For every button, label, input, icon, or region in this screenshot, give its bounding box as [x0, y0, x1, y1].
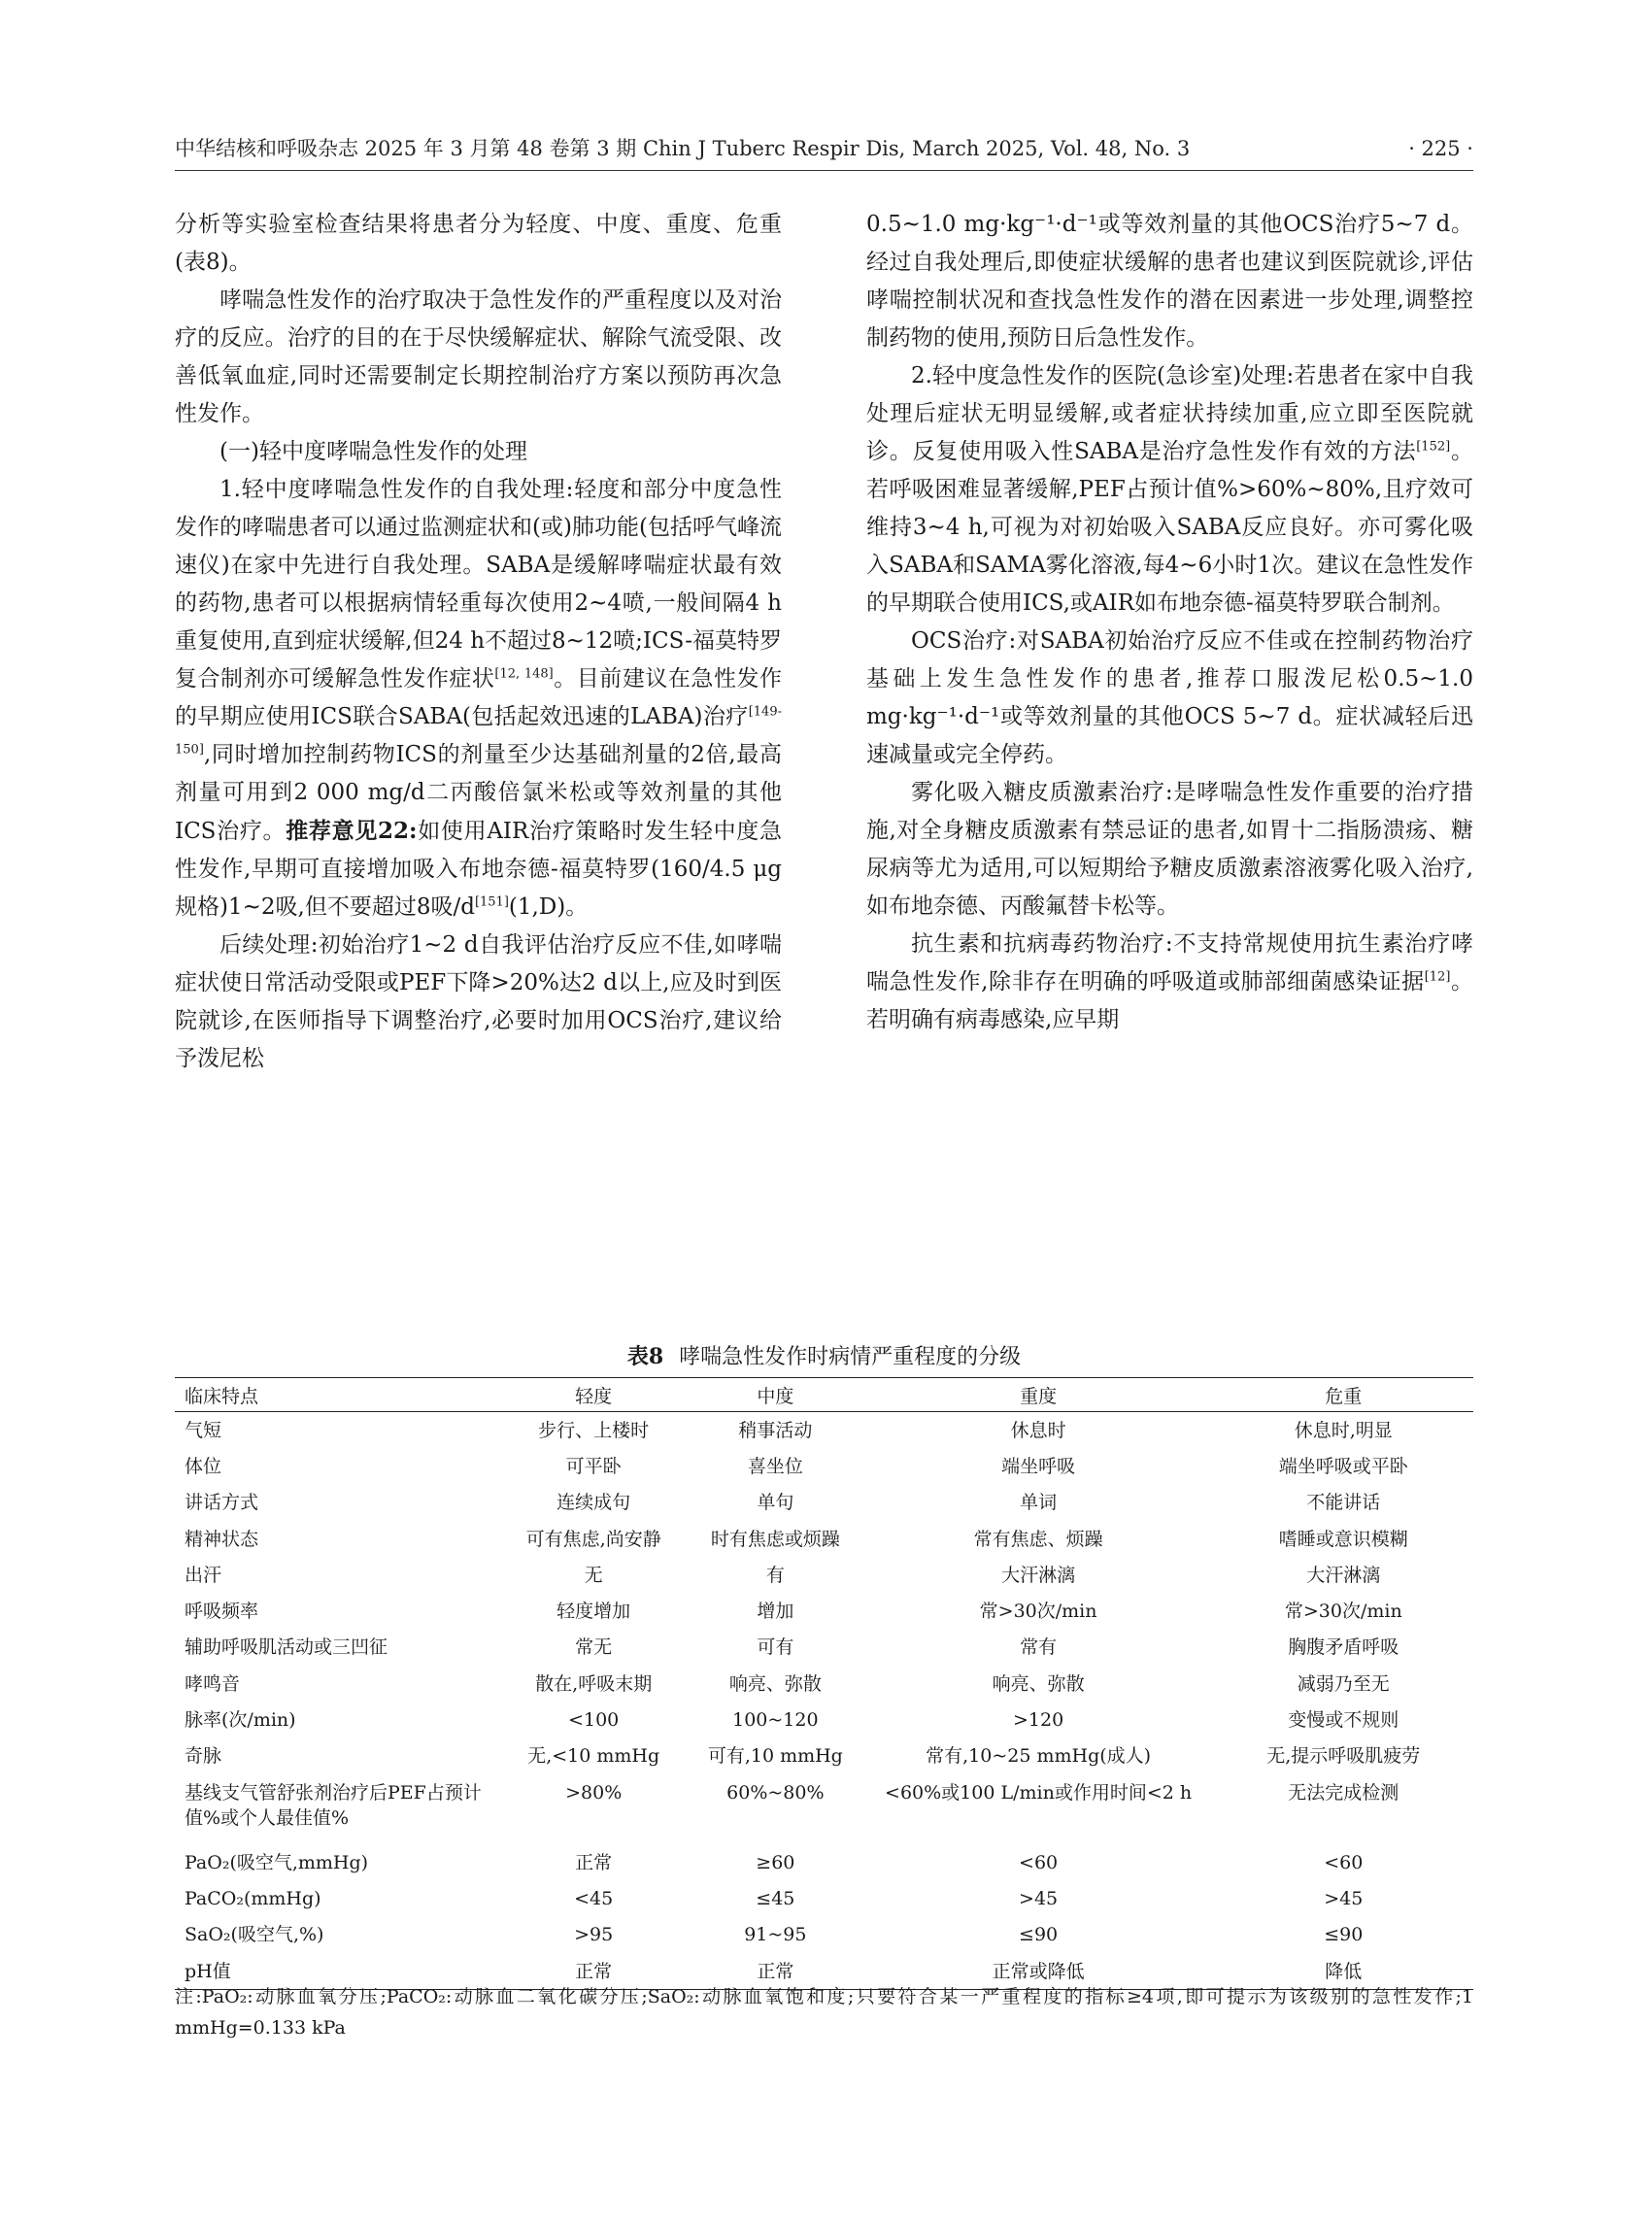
paragraph: 0.5~1.0 mg·kg⁻¹·d⁻¹或等效剂量的其他OCS治疗5~7 d。经过自我处理后,即使症状缓解的患者也建议到医院就诊,评估哮喘控制状况和查找急性发作的潜在因素进一步处理,调整控制药物的使用,预防日后急性发作。 — [866, 212, 1473, 351]
header-rule — [175, 170, 1473, 171]
paragraph: OCS治疗:对SABA初始治疗反应不佳或在控制药物治疗基础上发生急性发作的患者,推荐口服泼尼松0.5~1.0 mg·kg⁻¹·d⁻¹或等效剂量的其他OCS 5~7 d。症状减轻后迅速减量或完全停药。 — [866, 628, 1473, 767]
table-cell: >95 — [574, 1924, 614, 1946]
table-cell: 大汗淋漓 — [1001, 1564, 1076, 1586]
table-footnote: 注:PaO₂:动脉血氧分压;PaCO₂:动脉血二氧化碳分压;SaO₂:动脉血氧饱和度;只要符合某一严重程度的指标≥4项,即可提示为该级别的急性发作;1 mmHg=0.133 kPa — [175, 1986, 1473, 2039]
table-cell: 无,提示呼吸肌疲劳 — [1266, 1745, 1421, 1768]
table-cell: 可有 — [757, 1636, 794, 1659]
table-cell: 休息时 — [1010, 1419, 1066, 1441]
table-row — [175, 1557, 1473, 1593]
table-cell: 大汗淋漓 — [1306, 1564, 1381, 1586]
table-cell: 正常 — [575, 1851, 613, 1873]
table-cell: 变慢或不规则 — [1288, 1709, 1399, 1732]
paragraph: 雾化吸入糖皮质激素治疗:是哮喘急性发作重要的治疗措施,对全身糖皮质激素有禁忌证的患者,如胃十二指肠溃疡、糖尿病等尤为适用,可以短期给予糖皮质激素溶液雾化吸入治疗,如布地奈德、丙酸氟替卡松等。 — [866, 780, 1473, 919]
row-label: 气短 — [185, 1419, 222, 1441]
table-header-row — [175, 1378, 1473, 1412]
table-cell: 无,<10 mmHg — [527, 1745, 660, 1768]
table-cell: 无法完成检测 — [1288, 1781, 1399, 1804]
table-cell: 正常 — [575, 1960, 613, 1982]
left-column — [175, 206, 782, 1308]
table-cell: 减弱乃至无 — [1297, 1672, 1390, 1695]
table-caption — [175, 1342, 1473, 1372]
table-cell: 降低 — [1325, 1960, 1363, 1982]
table-cell: 连续成句 — [556, 1492, 631, 1514]
table-cell: 端坐呼吸或平卧 — [1278, 1455, 1408, 1477]
table-row — [175, 1521, 1473, 1557]
table-cell: 不能讲话 — [1306, 1492, 1381, 1514]
text-run: 2.轻中度急性发作的医院(急诊室)处理:若患者在家中自我处理后症状无明显缓解,或者症状持续加重,应立即至医院就诊。反复使用吸入性SABA是治疗急性发作有效的方法 — [866, 363, 1473, 464]
table-cell: ≥60 — [756, 1851, 795, 1873]
row-label: 脉率(次/min) — [185, 1709, 296, 1732]
table-row — [175, 1702, 1473, 1737]
severity-table — [175, 1377, 1473, 1990]
table-cell: <45 — [574, 1887, 614, 1909]
table-cell: 步行、上楼时 — [538, 1419, 650, 1441]
text-run: 如使用AIR治疗策略时发生轻中度急性发作,早期可直接增加吸入布地奈德-福莫特罗(160/4.5 μg规格)1~2吸,但不要超过8吸/d — [175, 819, 782, 920]
table-row — [175, 1774, 1473, 1844]
table-cell: 有 — [765, 1564, 785, 1586]
table-cell: 端坐呼吸 — [1001, 1455, 1076, 1477]
table-cell: 喜坐位 — [747, 1455, 803, 1477]
text-run: 。若呼吸困难显著缓解,PEF占预计值%>60%~80%,且疗效可维持3~4 h,可视为对初始吸入SABA反应良好。亦可雾化吸入SABA和SAMA雾化溶液,每4~6小时1次。建议在急性发作的早期联合使用ICS,或AIR如布地奈德-福莫特罗联合制剂。 — [866, 439, 1473, 616]
table-row — [175, 1448, 1473, 1484]
table-cell: >45 — [1324, 1887, 1364, 1909]
row-label: 辅助呼吸肌活动或三凹征 — [185, 1636, 388, 1659]
row-label: 奇脉 — [185, 1745, 222, 1768]
journal-citation: 中华结核和呼吸杂志 2025 年 3 月第 48 卷第 3 期 Chin J Tuberc Respir Dis, March 2025, Vol. 48, No. 3 — [175, 137, 1191, 160]
column-header: 危重 — [1325, 1385, 1363, 1407]
table-cell: ≤90 — [1324, 1924, 1364, 1946]
citation: [149-150] — [175, 704, 782, 758]
table-row — [175, 1630, 1473, 1666]
table-cell: 稍事活动 — [738, 1419, 813, 1441]
table-cell: 常>30次/min — [979, 1601, 1097, 1623]
table-body — [175, 1412, 1473, 1990]
table-cell: <100 — [568, 1709, 620, 1732]
table-cell: 正常 — [757, 1960, 794, 1982]
table-cell: 休息时,明显 — [1294, 1419, 1393, 1441]
table-cell: 响亮、弥散 — [728, 1672, 822, 1695]
column-header: 中度 — [757, 1385, 794, 1407]
row-label: PaCO₂(mmHg) — [185, 1887, 321, 1909]
paragraph: 分析等实验室检查结果将患者分为轻度、中度、重度、危重(表8)。 — [175, 212, 782, 275]
table-row — [175, 1485, 1473, 1521]
table-cell: 常有 — [1020, 1636, 1058, 1659]
table-number: 表8 — [626, 1344, 664, 1369]
paragraph: 哮喘急性发作的治疗取决于急性发作的严重程度以及对治疗的反应。治疗的目的在于尽快缓解症状、解除气流受限、改善低氧血症,同时还需要制定长期控制治疗方案以预防再次急性发作。 — [175, 287, 782, 426]
table-cell: >45 — [1019, 1887, 1059, 1909]
table-row — [175, 1666, 1473, 1702]
table-cell: 常>30次/min — [1284, 1601, 1402, 1623]
citation: [12] — [1424, 969, 1451, 985]
text-run: 。若明确有病毒感染,应早期 — [866, 969, 1473, 1032]
row-label: pH值 — [185, 1960, 231, 1982]
text-run: 抗生素和抗病毒药物治疗:不支持常规使用抗生素治疗哮喘急性发作,除非存在明确的呼吸道或肺部细菌感染证据 — [866, 931, 1473, 995]
citation: [151] — [474, 894, 509, 910]
column-header: 临床特点 — [185, 1385, 259, 1407]
table-row — [175, 1412, 1473, 1449]
row-label: SaO₂(吸空气,%) — [185, 1924, 324, 1946]
table-cell: 轻度增加 — [556, 1601, 631, 1623]
table-cell: 可有,10 mmHg — [707, 1745, 843, 1768]
row-label: 讲话方式 — [185, 1492, 259, 1514]
paragraph: 后续处理:初始治疗1~2 d自我评估治疗反应不佳,如哮喘症状使日常活动受限或PEF下降>20%达2 d以上,应及时到医院就诊,在医师指导下调整治疗,必要时加用OCS治疗,建议给予泼尼松 — [175, 932, 782, 1071]
table-cell: 散在,呼吸末期 — [535, 1672, 653, 1695]
table-row — [175, 1844, 1473, 1880]
table-cell: 嗜睡或意识模糊 — [1278, 1528, 1408, 1550]
paragraph — [175, 471, 782, 927]
column-header: 轻度 — [575, 1385, 613, 1407]
table-cell: 胸腹矛盾呼吸 — [1288, 1636, 1399, 1659]
text-run: 。目前建议在急性发作的早期应使用ICS联合SABA(包括起效迅速的LABA)治疗 — [175, 666, 782, 729]
table-cell: 可平卧 — [565, 1455, 622, 1477]
table-cell: 可有焦虑,尚安静 — [525, 1528, 661, 1550]
table-cell: 单词 — [1020, 1492, 1058, 1514]
table-cell: 60%~80% — [726, 1781, 825, 1804]
table-header — [175, 1378, 1473, 1412]
table-title: 哮喘急性发作时病情严重程度的分级 — [679, 1345, 1022, 1369]
table-cell: <60 — [1019, 1851, 1059, 1873]
table-cell: 91~95 — [744, 1924, 807, 1946]
table-cell: 无 — [584, 1564, 603, 1586]
citation: [152] — [1416, 439, 1451, 455]
table-cell: 常有,10~25 mmHg(成人) — [926, 1745, 1152, 1768]
table-row — [175, 1738, 1473, 1774]
table-cell: 常有焦虑、烦躁 — [973, 1528, 1103, 1550]
right-column — [866, 206, 1473, 1308]
table-cell: 响亮、弥散 — [992, 1672, 1085, 1695]
row-label: 出汗 — [185, 1564, 222, 1586]
table-row — [175, 1917, 1473, 1953]
table-cell: 100~120 — [732, 1709, 819, 1732]
table-row — [175, 1593, 1473, 1629]
running-header — [175, 134, 1473, 163]
table-cell: >120 — [1012, 1709, 1064, 1732]
row-label: 精神状态 — [185, 1528, 259, 1550]
recommendation-label: 推荐意见22: — [286, 818, 418, 844]
section-heading: (一)轻中度哮喘急性发作的处理 — [219, 439, 527, 464]
table-cell: 时有焦虑或烦躁 — [710, 1528, 840, 1550]
table-cell: <60%或100 L/min或作用时间<2 h — [885, 1781, 1193, 1804]
page-number: · 225 · — [1408, 137, 1473, 160]
row-label: 呼吸频率 — [185, 1601, 259, 1623]
table-cell: 常无 — [575, 1636, 613, 1659]
row-label: 体位 — [185, 1455, 222, 1477]
table-cell: 增加 — [757, 1601, 794, 1623]
table-row — [175, 1880, 1473, 1916]
paragraph — [866, 926, 1473, 1039]
table-cell: 单句 — [757, 1492, 794, 1514]
table-cell: >80% — [565, 1781, 623, 1804]
table-cell: 正常或降低 — [992, 1960, 1085, 1982]
table-cell: ≤90 — [1019, 1924, 1059, 1946]
row-label: 哮鸣音 — [185, 1672, 241, 1695]
table — [175, 1377, 1473, 1990]
text-run: (1,D)。 — [508, 894, 589, 920]
row-label: 基线支气管舒张剂治疗后PEF占预计值%或个人最佳值% — [185, 1781, 482, 1829]
row-label: PaO₂(吸空气,mmHg) — [185, 1851, 369, 1873]
table-cell: <60 — [1324, 1851, 1364, 1873]
column-header: 重度 — [1020, 1385, 1058, 1407]
text-run: 1.轻中度哮喘急性发作的自我处理:轻度和部分中度急性发作的哮喘患者可以通过监测症状和(或)肺功能(包括呼气峰流速仪)在家中先进行自我处理。SABA是缓解哮喘症状最有效的药物,患者可以根据病情轻重每次使用2~4喷,一般间隔4 h重复使用,直到症状缓解,但24 h不超过8~12喷;ICS-福莫特罗复合制剂亦可缓解急性发作症状 — [175, 477, 782, 691]
citation: [12, 148] — [494, 666, 554, 682]
paragraph — [866, 357, 1473, 623]
text-run: ,同时增加控制药物ICS的剂量至少达基础剂量的2倍,最高剂量可用到2 000 mg/d二丙酸倍氯米松或等效剂量的其他ICS治疗。 — [175, 742, 782, 844]
table-cell: ≤45 — [756, 1887, 795, 1909]
